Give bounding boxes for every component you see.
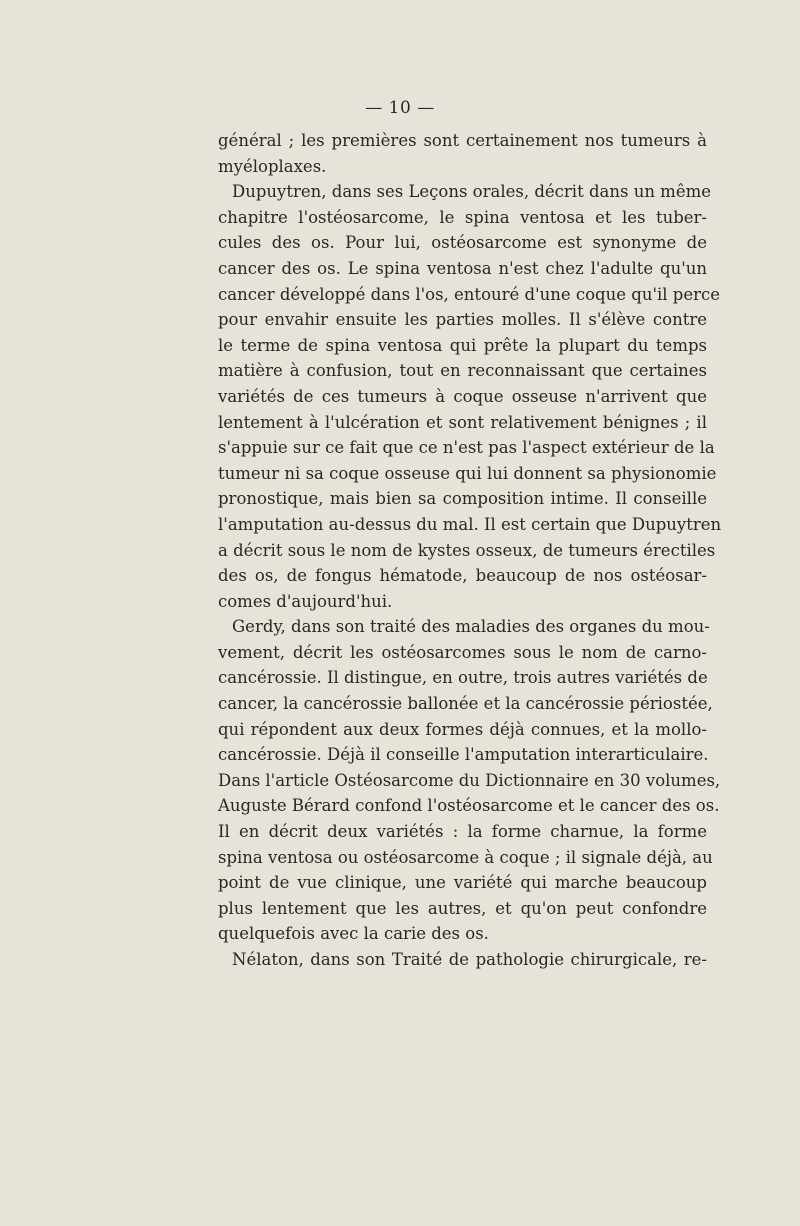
text-line: matière à confusion, tout en reconnaissant que certaines [218, 361, 707, 381]
text-line: Gerdy, dans son traité des maladies des organes du mou- [232, 617, 710, 637]
text-line: cancer des os. Le spina ventosa n'est chez l'adulte qu'un [218, 258, 707, 278]
text-line: le terme de spina ventosa qui prête la plupart du temps [218, 335, 707, 355]
text-line: Il en décrit deux variétés : la forme charnue, la forme [218, 822, 707, 842]
text-line: chapitre l'ostéosarcome, le spina ventosa et les tuber- [218, 207, 707, 227]
text-line: cancer développé dans l'os, entouré d'une coque qu'il perce [218, 284, 721, 304]
text-line: point de vue clinique, une variété qui marche beaucoup [218, 873, 707, 893]
text-line: Nélaton, dans son Traité de pathologie chirurgicale, re- [232, 950, 707, 969]
text-line: lentement à l'ulcération et sont relativement bénignes ; il [218, 412, 707, 432]
text-line: s'appuie sur ce fait que ce n'est pas l'aspect extérieur de la [218, 438, 715, 458]
text-line: cules des os. Pour lui, ostéosarcome est synonyme de [218, 233, 707, 253]
text-line: variétés de ces tumeurs à coque osseuse n'arrivent que [218, 386, 707, 406]
text-line: Dupuytren, dans ses Leçons orales, décrit dans un même [232, 182, 712, 202]
text-line: pronostique, mais bien sa composition intime. Il conseille [218, 489, 707, 509]
text-line: Auguste Bérard confond l'ostéosarcome et le cancer des os. [218, 796, 720, 816]
text-line: cancer, la cancérossie ballonée et la cancérossie périostée, [218, 694, 713, 714]
text-line: plus lentement que les autres, et qu'on peut confondre [218, 898, 707, 918]
body-text [218, 128, 722, 973]
text-line: Dans l'article Ostéosarcome du Dictionnaire en 30 volumes, [218, 770, 721, 790]
text-line: comes d'aujourd'hui. [218, 591, 393, 611]
text-line: myéloplaxes. [218, 156, 327, 176]
text-line: cancérossie. Il distingue, en outre, trois autres variétés de [218, 668, 708, 688]
text-line: quelquefois avec la carie des os. [218, 924, 489, 944]
text-line: des os, de fongus hématode, beaucoup de nos ostéosar- [218, 566, 707, 586]
text-line: vement, décrit les ostéosarcomes sous le nom de carno- [218, 642, 707, 662]
text-line: général ; les premières sont certainement nos tumeurs à [218, 131, 707, 150]
page-number: — 10 — [365, 98, 435, 118]
text-line: a décrit sous le nom de kystes osseux, de tumeurs érectiles [218, 540, 716, 560]
text-line: spina ventosa ou ostéosarcome à coque ; il signale déjà, au [218, 847, 713, 867]
text-line: cancérossie. Déjà il conseille l'amputation interarticulaire. [218, 745, 709, 765]
text-line: pour envahir ensuite les parties molles. Il s'élève contre [218, 310, 707, 330]
text-line: tumeur ni sa coque osseuse qui lui donnent sa physionomie [218, 463, 717, 483]
text-line: l'amputation au-dessus du mal. Il est certain que Dupuytren [218, 514, 722, 534]
text-line: qui répondent aux deux formes déjà connues, et la mollo- [218, 719, 707, 739]
